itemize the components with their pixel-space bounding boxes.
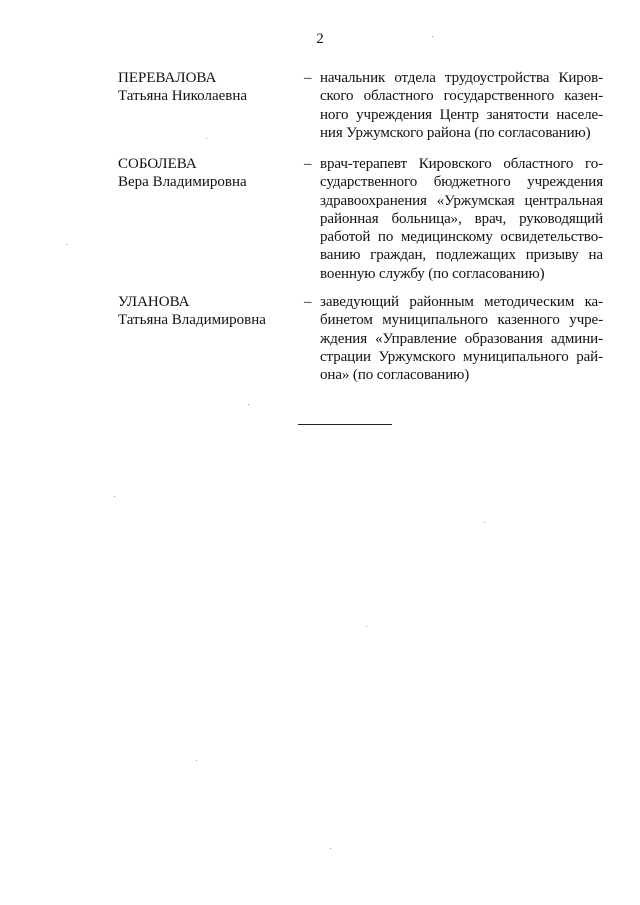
position-line: ного учреждения Центр занятости населе- bbox=[320, 106, 603, 123]
position-line: она» (по согласованию) bbox=[320, 367, 470, 384]
position-line: военную службу (по согласованию) bbox=[320, 265, 545, 282]
separator-dash: – bbox=[304, 156, 312, 172]
member-name bbox=[118, 155, 298, 191]
scan-speck bbox=[366, 626, 367, 627]
member-given-names: Вера Владимировна bbox=[118, 174, 247, 190]
position-line: ния Уржумского района (по согласованию) bbox=[320, 124, 591, 141]
end-of-list-rule bbox=[298, 424, 392, 425]
member-given-names: Татьяна Владимировна bbox=[118, 312, 266, 328]
position-line: районная больница», врач, руководящий bbox=[320, 210, 603, 227]
member-name bbox=[118, 69, 298, 105]
position-line: ждения «Управление образования админи- bbox=[320, 330, 603, 347]
member-position bbox=[320, 155, 603, 283]
scan-speck bbox=[66, 244, 67, 245]
member-surname: ПЕРЕВАЛОВА bbox=[118, 70, 217, 86]
member-given-names: Татьяна Николаевна bbox=[118, 88, 248, 104]
member-name bbox=[118, 293, 298, 329]
position-line: страции Уржумского муниципального рай- bbox=[320, 348, 603, 365]
position-line: ского областного государственного казен- bbox=[320, 88, 603, 105]
scan-speck bbox=[330, 848, 331, 849]
position-line: ванию граждан, подлежащих призыву на bbox=[320, 247, 603, 264]
scan-speck bbox=[248, 404, 249, 405]
position-line: врач-терапевт Кировского областного го- bbox=[320, 156, 603, 172]
page-number: 2 bbox=[316, 31, 324, 47]
separator-dash: – bbox=[304, 70, 312, 86]
separator-dash: – bbox=[304, 294, 312, 310]
member-surname: СОБОЛЕВА bbox=[118, 156, 197, 172]
member-surname: УЛАНОВА bbox=[118, 294, 190, 310]
scan-speck bbox=[484, 522, 485, 523]
scan-speck bbox=[432, 36, 433, 37]
member-position bbox=[320, 293, 603, 384]
position-line: работой по медицинскому освидетельство- bbox=[320, 229, 603, 246]
position-line: здравоохранения «Уржумская центральная bbox=[320, 192, 603, 209]
position-line: бинетом муниципального казенного учре- bbox=[320, 312, 603, 329]
position-line: заведующий районным методическим ка- bbox=[320, 294, 603, 310]
position-line: начальник отдела трудоустройства Киров- bbox=[320, 70, 603, 86]
scan-speck bbox=[196, 760, 197, 761]
scan-speck bbox=[114, 496, 115, 497]
position-line: сударственного бюджетного учреждения bbox=[320, 174, 603, 191]
member-position bbox=[320, 69, 603, 142]
scan-speck bbox=[206, 138, 207, 139]
